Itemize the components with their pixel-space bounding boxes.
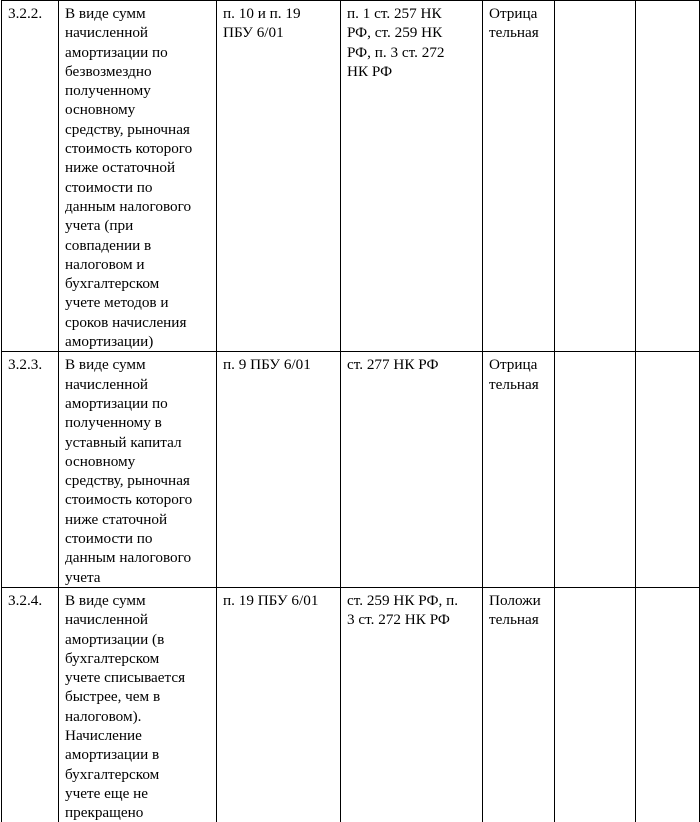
difference-sign-cell	[483, 1, 555, 352]
table-row	[2, 587, 700, 822]
empty-cell	[636, 352, 700, 588]
row-number-cell	[2, 1, 59, 352]
empty-cell	[555, 352, 636, 588]
row-description: В виде сумм начисленной амортизации по полученному в уставный капитал основному средству, рыночная стоимость которого ниже статочной стоимости по данным налогового учета	[65, 356, 193, 586]
table-row	[2, 1, 700, 352]
difference-sign-cell	[483, 352, 555, 588]
empty-cell	[636, 587, 700, 822]
nk-reference: п. 1 ст. 257 НК РФ, ст. 259 НК РФ, п. 3 ст. 272 НК РФ	[347, 5, 445, 80]
pbu-reference-cell	[217, 1, 341, 352]
pbu-reference: п. 9 ПБУ 6/01	[223, 356, 311, 374]
nk-reference-cell	[341, 352, 483, 588]
document-table	[1, 0, 700, 822]
pbu-reference: п. 10 и п. 19 ПБУ 6/01	[223, 5, 301, 42]
nk-reference-cell	[341, 587, 483, 822]
row-description: В виде сумм начисленной амортизации (в бухгалтерском учете списывается быстрее, чем в налоговом). Начисление амортизации в бухгалтерском учете еще не прекращено	[65, 591, 186, 822]
row-description: В виде сумм начисленной амортизации по безвозмездно полученному основному средству, рыночная стоимость которого ниже остаточной стоимости по данным налогового учета (при совпадении в налоговом и бухгалтерском учете методов и сроков начисления амортизации)	[65, 5, 193, 351]
row-number: 3.2.3.	[8, 356, 43, 374]
difference-sign: Положи тельная	[489, 591, 541, 629]
pbu-reference-cell	[217, 587, 341, 822]
nk-reference: ст. 259 НК РФ, п. 3 ст. 272 НК РФ	[347, 591, 459, 629]
pbu-reference: п. 19 ПБУ 6/01	[223, 591, 319, 609]
nk-reference-cell	[341, 1, 483, 352]
empty-cell	[555, 1, 636, 352]
description-cell	[59, 587, 217, 822]
difference-sign: Отрица тельная	[489, 5, 539, 42]
table-row	[2, 352, 700, 588]
difference-sign-cell	[483, 587, 555, 822]
empty-cell	[636, 1, 700, 352]
row-number: 3.2.4.	[8, 591, 43, 609]
description-cell	[59, 352, 217, 588]
pbu-reference-cell	[217, 352, 341, 588]
nk-reference: ст. 277 НК РФ	[347, 356, 439, 374]
row-number-cell	[2, 587, 59, 822]
difference-sign: Отрица тельная	[489, 356, 539, 393]
row-number-cell	[2, 352, 59, 588]
description-cell	[59, 1, 217, 352]
row-number: 3.2.2.	[8, 5, 43, 22]
empty-cell	[555, 587, 636, 822]
